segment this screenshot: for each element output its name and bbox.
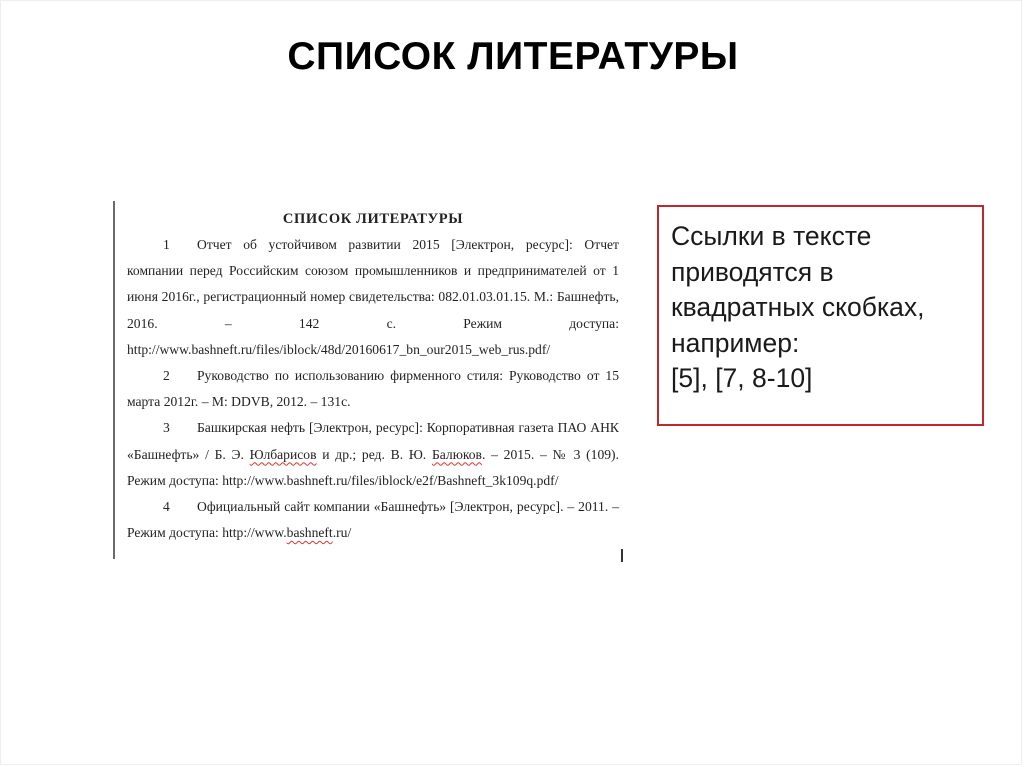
- note-line: например:: [671, 327, 800, 358]
- document-title: СПИСОК ЛИТЕРАТУРЫ: [282, 211, 464, 227]
- spellcheck-underlined-word: Балюков: [431, 446, 482, 462]
- entry-text: . – 2015. – № 3 (109). Режим доступа: http://www.bashneft.ru/files/iblock/e2f/Bashneft_3k109q.pdf/: [127, 446, 619, 488]
- entry-text: .ru/: [332, 525, 352, 541]
- entry-number: 4: [163, 499, 170, 515]
- entry-number: 2: [163, 368, 170, 384]
- note-line: квадратных скобках,: [671, 292, 925, 322]
- bibliography-entry-4: [127, 494, 619, 546]
- entry-number: 1: [163, 237, 170, 252]
- bibliography-document-image: [113, 201, 623, 559]
- note-line-example: [5], [7, 8-10]: [671, 363, 813, 393]
- entry-text: и др.; ред. В. Ю.: [316, 446, 432, 462]
- note-line: приводятся в: [671, 256, 834, 287]
- spellcheck-underlined-word: bashneft: [286, 525, 333, 541]
- entry-text: Башкирская нефть [Электрон, ресурс]: Корпоративная газета ПАО АНК «Башнефть» / Б. Э.: [127, 420, 619, 462]
- entry-text: Отчет об устойчивом развитии 2015 [Электрон, ресурс]: Отчет компании перед Российским союзом промышленников и предпринимателей от 1 июня 2016г., регистрационный номер свидетельства: 082.01.03.01.15. М.: Башнефть, 2016. – 142 с. Режим доступа: http://www.bashneft.ru/files/iblock/48d/20160617_bn_our2015_web_rus.pdf/: [127, 237, 619, 357]
- entry-number: 3: [163, 420, 170, 436]
- bibliography-entry-1: [127, 232, 619, 363]
- entry-text: Руководство по использованию фирменного стиля: Руководство от 15 марта 2012г. – М: DDVB, 2012. – 131с.: [127, 368, 619, 410]
- note-line: Ссылки в тексте: [671, 221, 872, 251]
- citation-note-box: [657, 205, 984, 426]
- text-cursor: [621, 549, 623, 562]
- bibliography-entry-3: [127, 415, 619, 494]
- bibliography-entry-2: [127, 363, 619, 415]
- entry-text: Официальный сайт компании «Башнефть» [Электрон, ресурс]. – 2011. – Режим доступа: http://www.: [127, 499, 619, 541]
- slide-title: СПИСОК ЛИТЕРАТУРЫ: [287, 35, 739, 78]
- spellcheck-underlined-word: Юлбарисов: [249, 446, 317, 462]
